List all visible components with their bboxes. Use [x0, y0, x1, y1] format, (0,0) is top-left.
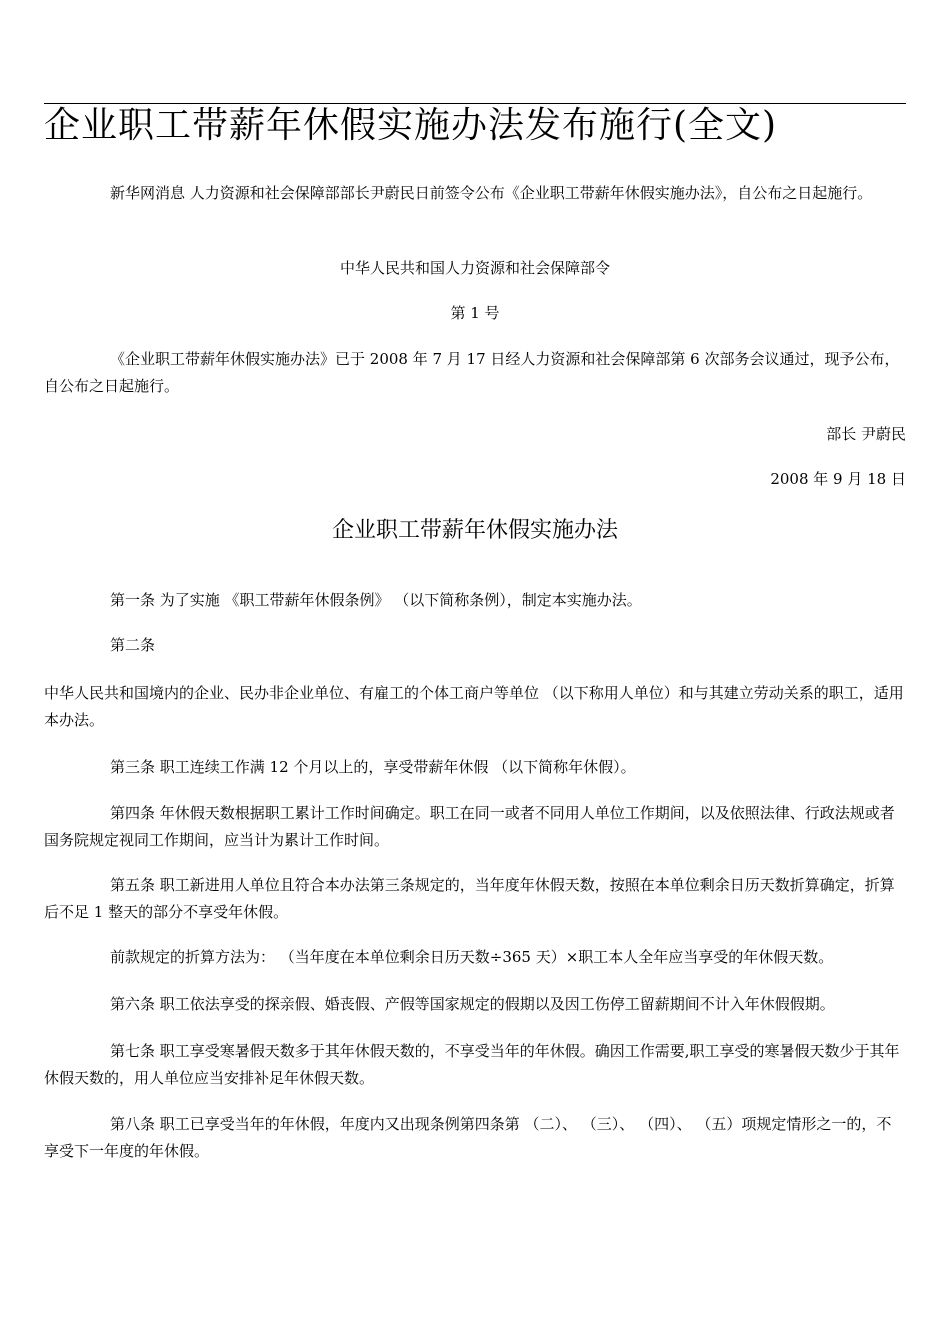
article-8: 第八条 职工已享受当年的年休假，年度内又出现条例第四条第 （二）、 （三）、 （四）、 （五）项规定情形之一的，不享受下一年度的年休假。: [44, 1115, 892, 1160]
article-2-heading: 第二条: [110, 636, 156, 654]
announcement-paragraph: 《企业职工带薪年休假实施办法》已于 2008 年 7 月 17 日经人力资源和社会保障部第 6 次部务会议通过，现予公布，自公布之日起施行。: [44, 350, 900, 395]
article-1: 第一条 为了实施 《职工带薪年休假条例》 （以下简称条例），制定本实施办法。: [110, 591, 642, 609]
document-page: [44, 0, 906, 1344]
article-5-formula: 前款规定的折算方法为： （当年度在本单位剩余日历天数÷365 天）×职工本人全年应当享受的年休假天数。: [110, 948, 834, 966]
article-3: 第三条 职工连续工作满 12 个月以上的，享受带薪年休假 （以下简称年休假）。: [110, 758, 636, 776]
article-4: 第四条 年休假天数根据职工累计工作时间确定。职工在同一或者不同用人单位工作期间，以及依照法律、行政法规或者国务院规定视同工作期间，应当计为累计工作时间。: [44, 804, 895, 849]
issuer-line: 中华人民共和国人力资源和社会保障部令: [339, 259, 610, 277]
order-number: 第 1 号: [450, 304, 500, 322]
article-7: 第七条 职工享受寒暑假天数多于其年休假天数的，不享受当年的年休假。确因工作需要,职工享受的寒暑假天数少于其年休假天数的，用人单位应当安排补足年休假天数。: [44, 1042, 900, 1087]
article-5: 第五条 职工新进用人单位且符合本办法第三条规定的，当年度年休假天数，按照在本单位剩余日历天数折算确定，折算后不足 1 整天的部分不享受年休假。: [44, 876, 895, 921]
intro-paragraph: 新华网消息 人力资源和社会保障部部长尹蔚民日前签令公布《企业职工带薪年休假实施办法》，自公布之日起施行。: [110, 184, 873, 202]
document-title: 企业职工带薪年休假实施办法发布施行(全文): [44, 105, 778, 146]
signatory: 部长 尹蔚民: [826, 425, 906, 443]
issue-date: 2008 年 9 月 18 日: [770, 470, 906, 488]
subtitle: 企业职工带薪年休假实施办法: [331, 518, 618, 543]
article-6: 第六条 职工依法享受的探亲假、婚丧假、产假等国家规定的假期以及因工伤停工留薪期间不计入年休假假期。: [110, 995, 835, 1013]
article-2-body: 中华人民共和国境内的企业、民办非企业单位、有雇工的个体工商户等单位 （以下称用人单位）和与其建立劳动关系的职工，适用本办法。: [44, 684, 904, 729]
